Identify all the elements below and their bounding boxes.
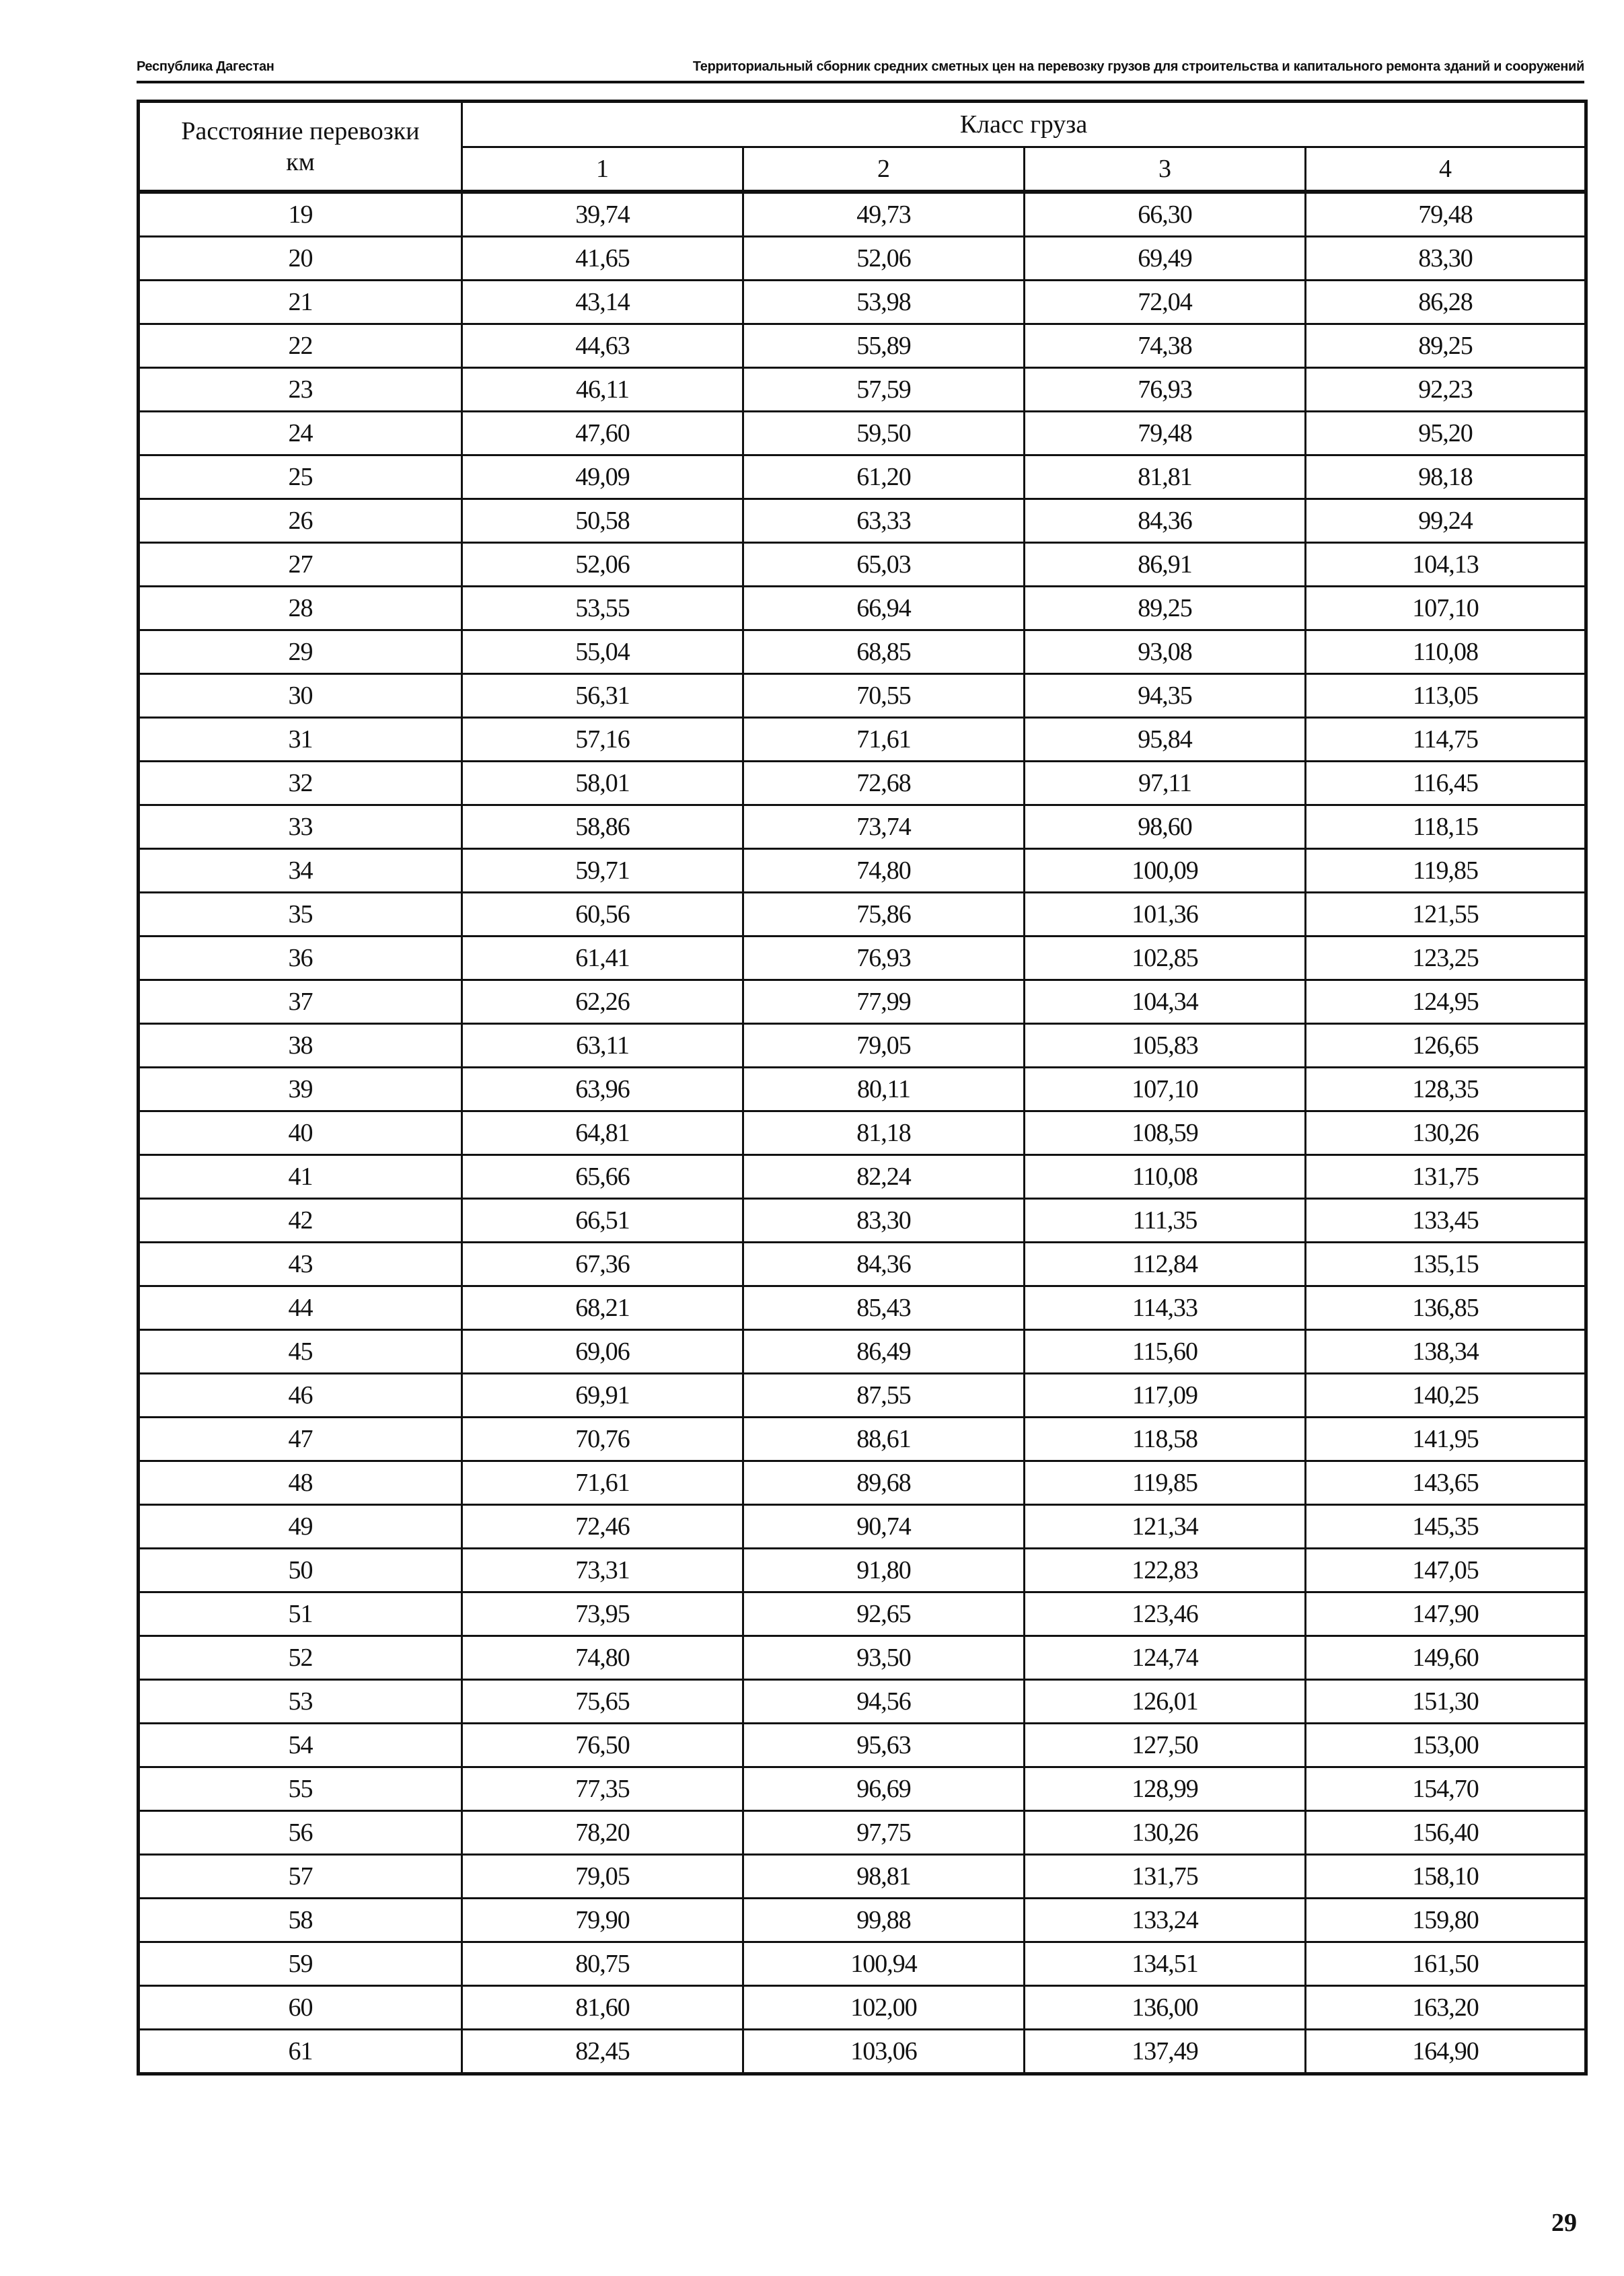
cargo-class-header: Класс груза	[462, 102, 1586, 147]
class-3-cell: 97,11	[1025, 762, 1306, 805]
class-3-cell: 102,85	[1025, 937, 1306, 980]
class-4-cell: 114,75	[1306, 718, 1586, 762]
class-4-cell: 135,15	[1306, 1243, 1586, 1286]
class-1-cell: 70,76	[462, 1418, 743, 1461]
class-3-cell: 76,93	[1025, 368, 1306, 412]
class-1-cell: 73,95	[462, 1592, 743, 1636]
class-1-cell: 50,58	[462, 499, 743, 543]
class-3-cell: 134,51	[1025, 1942, 1306, 1986]
class-column-header: 4	[1306, 147, 1586, 192]
class-1-cell: 69,91	[462, 1374, 743, 1418]
class-4-cell: 89,25	[1306, 324, 1586, 368]
class-2-cell: 90,74	[743, 1505, 1025, 1549]
table-row	[139, 1767, 1586, 1811]
class-2-cell: 72,68	[743, 762, 1025, 805]
class-4-cell: 145,35	[1306, 1505, 1586, 1549]
class-1-cell: 60,56	[462, 893, 743, 937]
class-1-cell: 63,11	[462, 1024, 743, 1068]
class-3-cell: 86,91	[1025, 543, 1306, 587]
class-3-cell: 131,75	[1025, 1855, 1306, 1899]
class-4-cell: 83,30	[1306, 237, 1586, 281]
class-4-cell: 123,25	[1306, 937, 1586, 980]
class-2-cell: 100,94	[743, 1942, 1025, 1986]
table-row	[139, 1418, 1586, 1461]
class-3-cell: 133,24	[1025, 1899, 1306, 1942]
page-number: 29	[1551, 2209, 1577, 2237]
table-row	[139, 937, 1586, 980]
class-2-cell: 82,24	[743, 1155, 1025, 1199]
class-2-cell: 84,36	[743, 1243, 1025, 1286]
table-row	[139, 1592, 1586, 1636]
freight-rates-table	[137, 100, 1588, 2076]
class-2-cell: 97,75	[743, 1811, 1025, 1855]
table-row	[139, 587, 1586, 630]
class-1-cell: 53,55	[462, 587, 743, 630]
class-3-cell: 100,09	[1025, 849, 1306, 893]
class-1-cell: 67,36	[462, 1243, 743, 1286]
class-2-cell: 74,80	[743, 849, 1025, 893]
class-1-cell: 41,65	[462, 237, 743, 281]
distance-cell: 57	[139, 1855, 462, 1899]
table-body	[139, 192, 1586, 2074]
class-4-cell: 163,20	[1306, 1986, 1586, 2030]
class-4-cell: 161,50	[1306, 1942, 1586, 1986]
distance-cell: 20	[139, 237, 462, 281]
header-region: Республика Дагестан	[137, 59, 274, 74]
distance-cell: 24	[139, 412, 462, 455]
table-row	[139, 1068, 1586, 1111]
class-3-cell: 118,58	[1025, 1418, 1306, 1461]
class-4-cell: 79,48	[1306, 192, 1586, 237]
class-3-cell: 74,38	[1025, 324, 1306, 368]
distance-cell: 27	[139, 543, 462, 587]
distance-cell: 26	[139, 499, 462, 543]
class-3-cell: 121,34	[1025, 1505, 1306, 1549]
distance-cell: 21	[139, 281, 462, 324]
class-1-cell: 39,74	[462, 192, 743, 237]
class-1-cell: 78,20	[462, 1811, 743, 1855]
class-3-cell: 101,36	[1025, 893, 1306, 937]
table-row	[139, 2030, 1586, 2074]
class-4-cell: 118,15	[1306, 805, 1586, 849]
class-4-cell: 153,00	[1306, 1724, 1586, 1767]
class-3-cell: 110,08	[1025, 1155, 1306, 1199]
distance-unit: км	[286, 147, 315, 176]
distance-cell: 46	[139, 1374, 462, 1418]
class-4-cell: 154,70	[1306, 1767, 1586, 1811]
distance-cell: 31	[139, 718, 462, 762]
class-1-cell: 61,41	[462, 937, 743, 980]
class-2-cell: 70,55	[743, 674, 1025, 718]
class-4-cell: 156,40	[1306, 1811, 1586, 1855]
distance-cell: 19	[139, 192, 462, 237]
class-1-cell: 56,31	[462, 674, 743, 718]
class-2-cell: 77,99	[743, 980, 1025, 1024]
class-2-cell: 63,33	[743, 499, 1025, 543]
table-row	[139, 1024, 1586, 1068]
class-column-header: 2	[743, 147, 1025, 192]
class-2-cell: 99,88	[743, 1899, 1025, 1942]
distance-cell: 50	[139, 1549, 462, 1592]
class-2-cell: 91,80	[743, 1549, 1025, 1592]
class-1-cell: 71,61	[462, 1461, 743, 1505]
table-row	[139, 1374, 1586, 1418]
distance-cell: 33	[139, 805, 462, 849]
class-1-cell: 81,60	[462, 1986, 743, 2030]
class-1-cell: 66,51	[462, 1199, 743, 1243]
class-2-cell: 93,50	[743, 1636, 1025, 1680]
class-4-cell: 140,25	[1306, 1374, 1586, 1418]
distance-header	[139, 102, 462, 192]
table-row	[139, 1199, 1586, 1243]
class-2-cell: 79,05	[743, 1024, 1025, 1068]
distance-cell: 59	[139, 1942, 462, 1986]
distance-cell: 48	[139, 1461, 462, 1505]
table-row	[139, 1636, 1586, 1680]
class-1-cell: 79,05	[462, 1855, 743, 1899]
table-row	[139, 499, 1586, 543]
class-3-cell: 122,83	[1025, 1549, 1306, 1592]
class-1-cell: 79,90	[462, 1899, 743, 1942]
class-4-cell: 158,10	[1306, 1855, 1586, 1899]
class-3-cell: 105,83	[1025, 1024, 1306, 1068]
distance-cell: 58	[139, 1899, 462, 1942]
class-4-cell: 119,85	[1306, 849, 1586, 893]
distance-cell: 51	[139, 1592, 462, 1636]
class-2-cell: 49,73	[743, 192, 1025, 237]
class-4-cell: 136,85	[1306, 1286, 1586, 1330]
class-4-cell: 86,28	[1306, 281, 1586, 324]
class-3-cell: 81,81	[1025, 455, 1306, 499]
distance-cell: 36	[139, 937, 462, 980]
class-3-cell: 104,34	[1025, 980, 1306, 1024]
class-1-cell: 46,11	[462, 368, 743, 412]
class-4-cell: 133,45	[1306, 1199, 1586, 1243]
class-4-cell: 131,75	[1306, 1155, 1586, 1199]
table-row	[139, 237, 1586, 281]
class-2-cell: 92,65	[743, 1592, 1025, 1636]
class-1-cell: 82,45	[462, 2030, 743, 2074]
table-row	[139, 412, 1586, 455]
table-row	[139, 718, 1586, 762]
class-1-cell: 43,14	[462, 281, 743, 324]
class-3-cell: 123,46	[1025, 1592, 1306, 1636]
class-2-cell: 71,61	[743, 718, 1025, 762]
class-3-cell: 95,84	[1025, 718, 1306, 762]
table-header	[139, 102, 1586, 192]
class-3-cell: 107,10	[1025, 1068, 1306, 1111]
class-column-header: 3	[1025, 147, 1306, 192]
class-1-cell: 49,09	[462, 455, 743, 499]
class-2-cell: 66,94	[743, 587, 1025, 630]
class-3-cell: 136,00	[1025, 1986, 1306, 2030]
class-4-cell: 95,20	[1306, 412, 1586, 455]
class-2-cell: 102,00	[743, 1986, 1025, 2030]
class-1-cell: 77,35	[462, 1767, 743, 1811]
table-row	[139, 1549, 1586, 1592]
class-1-cell: 80,75	[462, 1942, 743, 1986]
class-3-cell: 115,60	[1025, 1330, 1306, 1374]
table-row	[139, 1855, 1586, 1899]
distance-cell: 34	[139, 849, 462, 893]
class-3-cell: 127,50	[1025, 1724, 1306, 1767]
class-2-cell: 81,18	[743, 1111, 1025, 1155]
class-4-cell: 128,35	[1306, 1068, 1586, 1111]
class-1-cell: 62,26	[462, 980, 743, 1024]
class-4-cell: 159,80	[1306, 1899, 1586, 1942]
table-row	[139, 1461, 1586, 1505]
class-2-cell: 76,93	[743, 937, 1025, 980]
table-row	[139, 674, 1586, 718]
table-row	[139, 893, 1586, 937]
class-1-cell: 63,96	[462, 1068, 743, 1111]
distance-cell: 22	[139, 324, 462, 368]
table-row	[139, 192, 1586, 237]
class-2-cell: 87,55	[743, 1374, 1025, 1418]
table-row	[139, 1899, 1586, 1942]
class-4-cell: 124,95	[1306, 980, 1586, 1024]
class-1-cell: 47,60	[462, 412, 743, 455]
table-row	[139, 762, 1586, 805]
distance-cell: 42	[139, 1199, 462, 1243]
class-2-cell: 73,74	[743, 805, 1025, 849]
class-1-cell: 44,63	[462, 324, 743, 368]
class-1-cell: 65,66	[462, 1155, 743, 1199]
table-row	[139, 1986, 1586, 2030]
class-1-cell: 64,81	[462, 1111, 743, 1155]
distance-cell: 45	[139, 1330, 462, 1374]
class-3-cell: 84,36	[1025, 499, 1306, 543]
distance-cell: 40	[139, 1111, 462, 1155]
class-2-cell: 52,06	[743, 237, 1025, 281]
class-4-cell: 92,23	[1306, 368, 1586, 412]
running-header	[137, 55, 1584, 83]
class-1-cell: 68,21	[462, 1286, 743, 1330]
class-3-cell: 137,49	[1025, 2030, 1306, 2074]
class-2-cell: 65,03	[743, 543, 1025, 587]
class-3-cell: 111,35	[1025, 1199, 1306, 1243]
table-row	[139, 368, 1586, 412]
class-1-cell: 73,31	[462, 1549, 743, 1592]
class-2-cell: 68,85	[743, 630, 1025, 674]
class-3-cell: 93,08	[1025, 630, 1306, 674]
class-4-cell: 147,90	[1306, 1592, 1586, 1636]
table-row	[139, 1505, 1586, 1549]
class-3-cell: 94,35	[1025, 674, 1306, 718]
class-3-cell: 72,04	[1025, 281, 1306, 324]
table-row	[139, 849, 1586, 893]
distance-cell: 38	[139, 1024, 462, 1068]
class-3-cell: 69,49	[1025, 237, 1306, 281]
class-4-cell: 121,55	[1306, 893, 1586, 937]
distance-cell: 29	[139, 630, 462, 674]
distance-cell: 55	[139, 1767, 462, 1811]
class-2-cell: 85,43	[743, 1286, 1025, 1330]
class-4-cell: 141,95	[1306, 1418, 1586, 1461]
table-row	[139, 1330, 1586, 1374]
class-4-cell: 143,65	[1306, 1461, 1586, 1505]
class-4-cell: 147,05	[1306, 1549, 1586, 1592]
distance-cell: 41	[139, 1155, 462, 1199]
distance-cell: 61	[139, 2030, 462, 2074]
class-2-cell: 75,86	[743, 893, 1025, 937]
class-4-cell: 151,30	[1306, 1680, 1586, 1724]
class-1-cell: 58,01	[462, 762, 743, 805]
class-1-cell: 72,46	[462, 1505, 743, 1549]
distance-cell: 60	[139, 1986, 462, 2030]
table-row	[139, 980, 1586, 1024]
distance-label: Расстояние перевозки	[181, 116, 420, 145]
class-2-cell: 55,89	[743, 324, 1025, 368]
class-3-cell: 98,60	[1025, 805, 1306, 849]
distance-cell: 43	[139, 1243, 462, 1286]
class-4-cell: 138,34	[1306, 1330, 1586, 1374]
class-1-cell: 55,04	[462, 630, 743, 674]
table-row	[139, 281, 1586, 324]
class-4-cell: 116,45	[1306, 762, 1586, 805]
distance-cell: 47	[139, 1418, 462, 1461]
table-row	[139, 1680, 1586, 1724]
class-3-cell: 114,33	[1025, 1286, 1306, 1330]
distance-cell: 49	[139, 1505, 462, 1549]
class-2-cell: 88,61	[743, 1418, 1025, 1461]
distance-cell: 25	[139, 455, 462, 499]
class-1-cell: 58,86	[462, 805, 743, 849]
class-1-cell: 74,80	[462, 1636, 743, 1680]
class-3-cell: 79,48	[1025, 412, 1306, 455]
class-2-cell: 95,63	[743, 1724, 1025, 1767]
table-row	[139, 1942, 1586, 1986]
class-2-cell: 59,50	[743, 412, 1025, 455]
class-3-cell: 130,26	[1025, 1811, 1306, 1855]
table-row	[139, 1286, 1586, 1330]
class-4-cell: 130,26	[1306, 1111, 1586, 1155]
class-3-cell: 126,01	[1025, 1680, 1306, 1724]
class-4-cell: 98,18	[1306, 455, 1586, 499]
table-row	[139, 324, 1586, 368]
class-1-cell: 52,06	[462, 543, 743, 587]
distance-cell: 54	[139, 1724, 462, 1767]
distance-cell: 53	[139, 1680, 462, 1724]
class-1-cell: 59,71	[462, 849, 743, 893]
class-2-cell: 57,59	[743, 368, 1025, 412]
class-2-cell: 98,81	[743, 1855, 1025, 1899]
distance-cell: 32	[139, 762, 462, 805]
distance-cell: 52	[139, 1636, 462, 1680]
distance-cell: 23	[139, 368, 462, 412]
table-row	[139, 1811, 1586, 1855]
class-1-cell: 75,65	[462, 1680, 743, 1724]
distance-cell: 39	[139, 1068, 462, 1111]
table-row	[139, 1243, 1586, 1286]
class-2-cell: 53,98	[743, 281, 1025, 324]
table-row	[139, 1155, 1586, 1199]
class-4-cell: 104,13	[1306, 543, 1586, 587]
table-row	[139, 1724, 1586, 1767]
table-row	[139, 1111, 1586, 1155]
class-4-cell: 110,08	[1306, 630, 1586, 674]
distance-cell: 37	[139, 980, 462, 1024]
class-column-header: 1	[462, 147, 743, 192]
class-4-cell: 113,05	[1306, 674, 1586, 718]
class-4-cell: 126,65	[1306, 1024, 1586, 1068]
class-3-cell: 124,74	[1025, 1636, 1306, 1680]
class-1-cell: 57,16	[462, 718, 743, 762]
class-4-cell: 107,10	[1306, 587, 1586, 630]
class-4-cell: 164,90	[1306, 2030, 1586, 2074]
class-3-cell: 66,30	[1025, 192, 1306, 237]
distance-cell: 30	[139, 674, 462, 718]
distance-cell: 35	[139, 893, 462, 937]
class-3-cell: 128,99	[1025, 1767, 1306, 1811]
distance-cell: 56	[139, 1811, 462, 1855]
class-1-cell: 76,50	[462, 1724, 743, 1767]
class-2-cell: 89,68	[743, 1461, 1025, 1505]
class-2-cell: 103,06	[743, 2030, 1025, 2074]
table-row	[139, 543, 1586, 587]
class-2-cell: 83,30	[743, 1199, 1025, 1243]
class-2-cell: 86,49	[743, 1330, 1025, 1374]
table-row	[139, 805, 1586, 849]
class-2-cell: 94,56	[743, 1680, 1025, 1724]
class-3-cell: 89,25	[1025, 587, 1306, 630]
class-3-cell: 119,85	[1025, 1461, 1306, 1505]
class-4-cell: 149,60	[1306, 1636, 1586, 1680]
class-1-cell: 69,06	[462, 1330, 743, 1374]
class-3-cell: 117,09	[1025, 1374, 1306, 1418]
class-2-cell: 61,20	[743, 455, 1025, 499]
distance-cell: 44	[139, 1286, 462, 1330]
class-2-cell: 96,69	[743, 1767, 1025, 1811]
class-2-cell: 80,11	[743, 1068, 1025, 1111]
class-3-cell: 108,59	[1025, 1111, 1306, 1155]
table-row	[139, 630, 1586, 674]
header-title: Территориальный сборник средних сметных цен на перевозку грузов для строительства и капитального ремонта зданий и сооружений	[692, 59, 1584, 74]
table-row	[139, 455, 1586, 499]
class-3-cell: 112,84	[1025, 1243, 1306, 1286]
distance-cell: 28	[139, 587, 462, 630]
class-4-cell: 99,24	[1306, 499, 1586, 543]
